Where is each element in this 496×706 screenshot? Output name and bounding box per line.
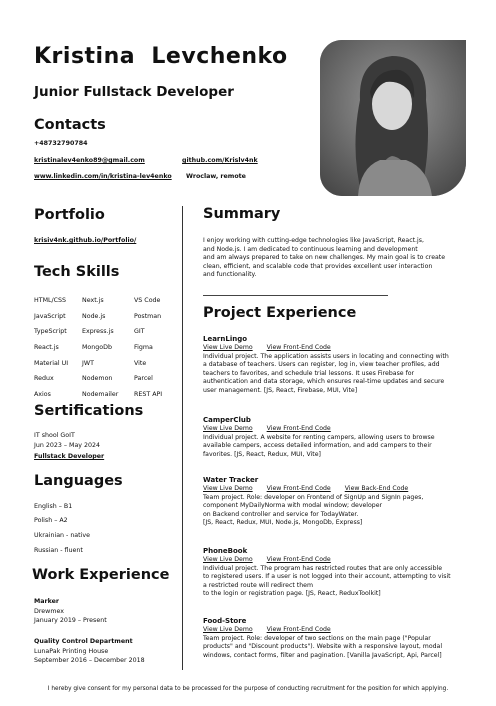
summary-line: and Node.js. I am dedicated to continuous learning and development [203, 245, 418, 253]
linkedin-link[interactable]: www.linkedin.com/in/kristina-lev4enko [34, 173, 172, 180]
skill: GIT [134, 328, 145, 336]
project-line: Individual project. A website for renting campers, allowing users to browse [203, 433, 435, 441]
cert-course[interactable]: Fullstack Developer [34, 453, 105, 460]
job-title: Junior Fullstack Developer [34, 84, 234, 100]
skill: Redux [34, 375, 54, 383]
portfolio-link[interactable]: krisiv4nk.github.io/Portfolio/ [34, 237, 137, 244]
skill: React.js [34, 344, 59, 352]
project-line: component MyDailyNorma with modal window; developer [203, 502, 383, 509]
project-line: Team project. Role: developer on Frontend of SignUp and SignIn pages, [203, 493, 424, 501]
job-position: Quality Control Department [34, 638, 133, 645]
skill: VS Code [134, 297, 161, 305]
job-position: Marker [34, 598, 60, 605]
frontend-code-link[interactable]: View Front-End Code [266, 344, 331, 351]
candidate-name: Kristina Levchenko [34, 44, 288, 69]
language-item: Polish – A2 [34, 517, 68, 524]
skills-row [34, 309, 174, 325]
portfolio-heading: Portfolio [34, 207, 105, 223]
project-line: Team project. Role: developer of two sections on the main page ("Popular [203, 634, 431, 642]
project-line: a database of teachers. Users can register, log in, view teacher profiles, add [203, 361, 440, 368]
language-item: English – B1 [34, 503, 73, 510]
frontend-code-link[interactable]: View Front-End Code [266, 626, 331, 633]
project-learnlingo [203, 335, 465, 395]
frontend-code-link[interactable]: View Front-End Code [266, 485, 331, 492]
live-demo-link[interactable]: View Live Demo [203, 425, 253, 432]
project-line: Individual project. The application assists users in locating and connecting with [203, 352, 449, 360]
project-line: user management. [JS, React, Firebase, MUI, Vite] [203, 386, 358, 394]
live-demo-link[interactable]: View Live Demo [203, 626, 253, 633]
project-title: Food-Store [203, 617, 247, 625]
job-period: January 2019 – Present [34, 617, 107, 624]
skill: Next.js [82, 297, 104, 305]
summary-heading: Summary [203, 206, 281, 222]
project-title: PhoneBook [203, 547, 248, 555]
project-camperclub [203, 416, 465, 459]
skill: MongoDb [82, 344, 112, 352]
project-line: a restricted route will redirect them [203, 581, 313, 589]
certifications-heading: Sertifications [34, 403, 144, 419]
skills-row [34, 371, 174, 387]
project-line: products" and "Discount products"). Website with a responsive layout, modal [203, 643, 443, 650]
project-title: CamperClub [203, 416, 251, 424]
project-line: authentication and data storage, which ensures real-time updates and secure [203, 378, 445, 385]
contacts-heading: Contacts [34, 117, 106, 133]
work-experience-heading: Work Experience [32, 567, 170, 583]
project-line: available campers, access detailed information, and add campers to their [203, 442, 432, 449]
frontend-code-link[interactable]: View Front-End Code [266, 425, 331, 432]
project-line: windows, contact forms, filter and pagination. [Vanilla JavaScript, Api, Parcel] [203, 651, 442, 659]
summary-text [203, 237, 465, 280]
skill: HTML/CSS [34, 297, 67, 305]
job-company: LunaPak Printing House [34, 648, 109, 655]
skill: Axios [34, 390, 51, 398]
skill: Figma [134, 344, 153, 352]
project-line: to registered users. If a user is not logged into their account, attempting to visit [203, 573, 451, 580]
summary-line: I enjoy working with cutting-edge technologies like JavaScript, React.js, [203, 237, 424, 244]
backend-code-link[interactable]: View Back-End Code [344, 485, 409, 492]
project-line: to the login or registration page. [JS, React, ReduxToolkit] [203, 590, 381, 597]
projects-heading: Project Experience [203, 305, 357, 321]
project-line: favorites. [JS, React, Redux, MUI, Vite] [203, 450, 321, 458]
portrait-image [320, 40, 466, 196]
skill: Parcel [134, 375, 153, 383]
skills-row [34, 355, 174, 371]
language-item: Ukrainian - native [34, 532, 90, 539]
skill: Nodemon [82, 375, 113, 383]
project-line: Individual project. The program has restricted routes that are only accessible [203, 564, 443, 572]
profile-photo [320, 40, 466, 196]
skill: JavaScript [34, 312, 66, 320]
cert-org: IT shool GoIT [34, 432, 75, 439]
column-divider [182, 206, 183, 670]
live-demo-link[interactable]: View Live Demo [203, 344, 253, 351]
project-line: [JS, React, Redux, MUI, Node.js, MongoDb, Express] [203, 519, 363, 526]
frontend-code-link[interactable]: View Front-End Code [266, 556, 331, 563]
skill: JWT [82, 359, 94, 367]
project-water-tracker [203, 476, 465, 528]
phone-number: +48732790784 [34, 140, 88, 147]
skills-row [34, 340, 174, 356]
project-phonebook [203, 547, 465, 599]
skills-row [34, 293, 174, 309]
github-link[interactable]: github.com/Krislv4nk [182, 157, 258, 164]
job-company: Drewmex [34, 608, 64, 615]
skill: REST API [134, 390, 163, 398]
summary-line: clean, efficient, and scalable code that provides excellent user interaction [203, 262, 433, 270]
language-item: Russian - fluent [34, 547, 83, 554]
summary-divider [203, 295, 388, 296]
project-food-store [203, 617, 465, 660]
tech-skills-heading: Tech Skills [34, 264, 120, 280]
summary-line: and functionality. [203, 271, 257, 278]
languages-heading: Languages [34, 473, 123, 489]
skill: TypeScript [34, 328, 67, 336]
tech-skills-grid [34, 293, 174, 402]
skills-row [34, 324, 174, 340]
summary-line: and am always prepared to take on new challenges. My main goal is to create [203, 254, 446, 261]
email-link[interactable]: kristinalev4enko89@gmail.com [34, 157, 145, 164]
skill: Nodemailer [82, 390, 119, 398]
project-line: on Backend controller and service for TodayWater. [203, 510, 359, 518]
live-demo-link[interactable]: View Live Demo [203, 485, 253, 492]
project-line: teachers to favorites, and schedule trial lessons. It uses Firebase for [203, 369, 415, 377]
job-period: September 2016 – December 2018 [34, 657, 145, 664]
consent-footer: I hereby give consent for my personal data to be processed for the purpose of conducting recruitment for the position for which applying. [47, 686, 449, 692]
skill: Material UI [34, 359, 69, 367]
skill: Express.js [82, 328, 114, 336]
project-title: Water Tracker [203, 476, 259, 484]
project-title: LearnLingo [203, 335, 248, 343]
live-demo-link[interactable]: View Live Demo [203, 556, 253, 563]
skills-row [34, 387, 174, 403]
cert-period: Jun 2023 – May 2024 [34, 442, 101, 449]
skill: Node.js [82, 312, 106, 320]
skill: Postman [134, 312, 162, 320]
location: Wroclaw, remote [186, 173, 246, 180]
skill: Vite [134, 359, 147, 367]
